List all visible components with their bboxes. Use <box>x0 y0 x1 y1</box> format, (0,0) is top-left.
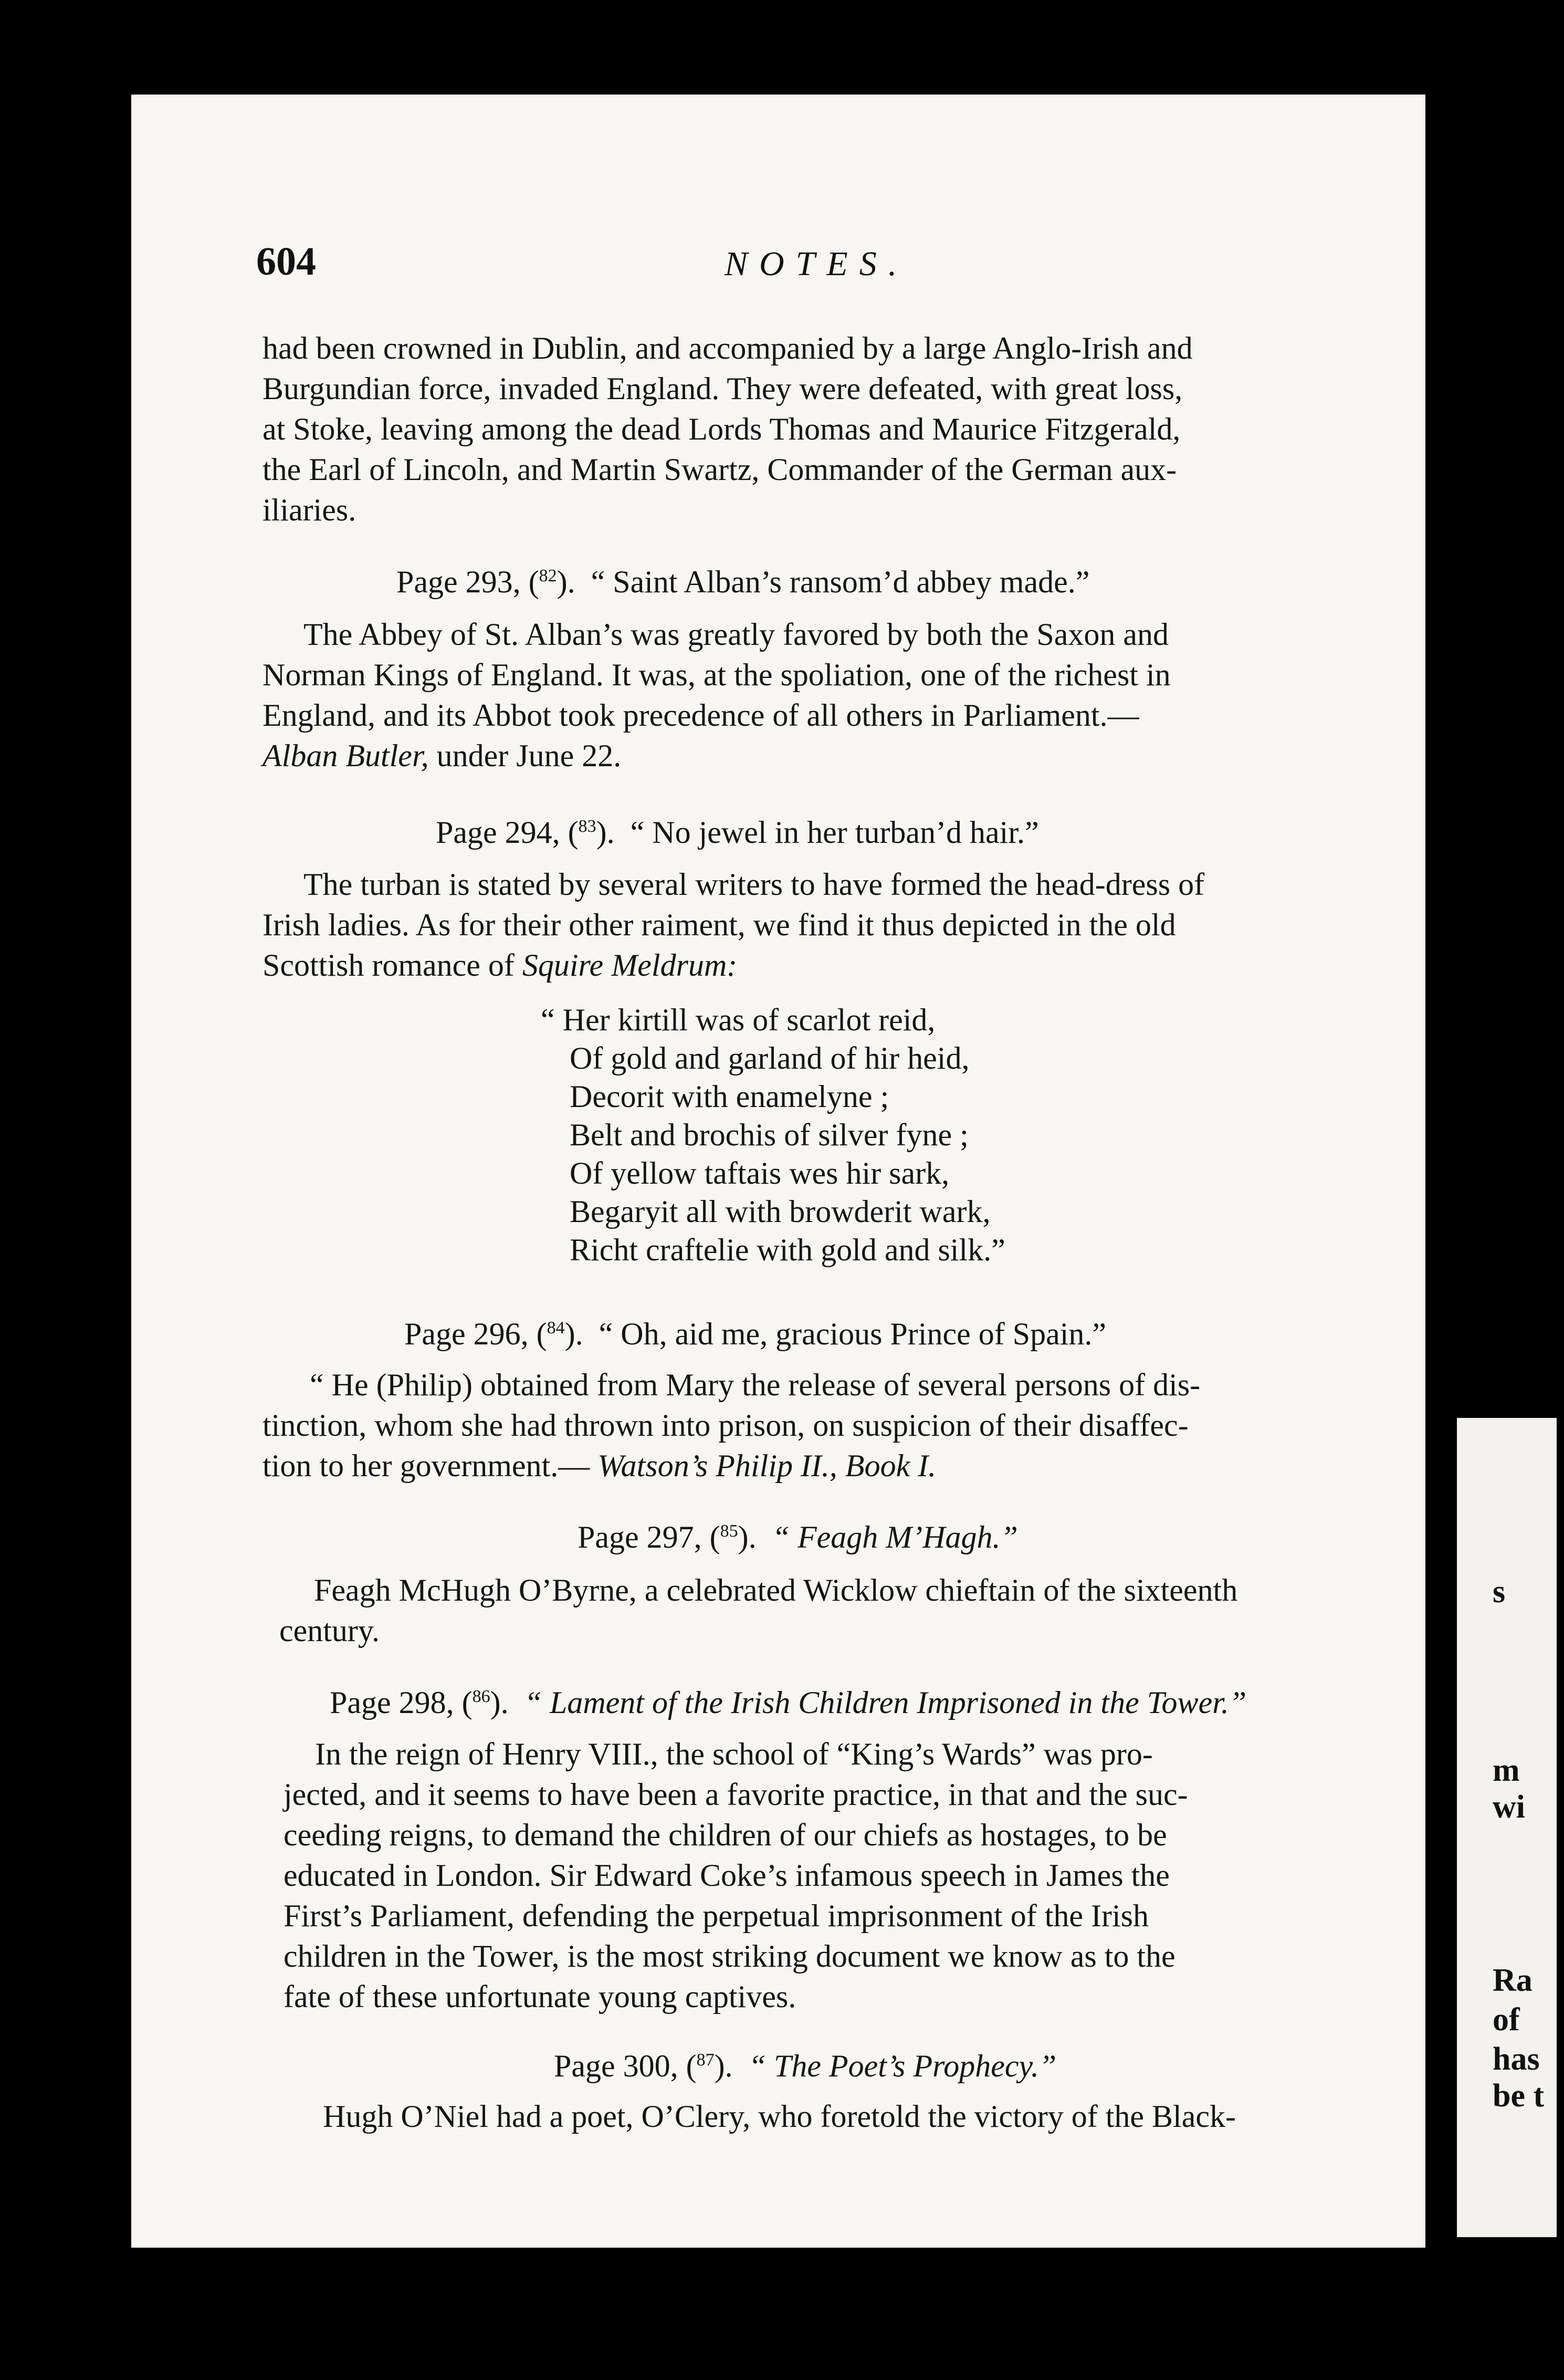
paragraph-line: fate of these unfortunate young captives. <box>284 1979 796 2014</box>
paragraph-line: at Stoke, leaving among the dead Lords Thomas and Maurice Fitzgerald, <box>263 412 1181 446</box>
paragraph-line: tinction, whom she had thrown into prison, on suspicion of their disaffec- <box>263 1408 1189 1443</box>
verse-line: Of yellow taftais wes hir sark, <box>570 1156 950 1191</box>
note-number: 85 <box>720 1521 738 1541</box>
note-number: 86 <box>472 1687 490 1706</box>
paragraph-line: Hugh O’Niel had a poet, O’Clery, who foretold the victory of the Black- <box>323 2099 1236 2134</box>
citation-line: tion to her government.— Watson’s Philip II., Book I. <box>263 1448 937 1483</box>
paragraph-line: children in the Tower, is the most striking document we know as to the <box>284 1939 1175 1974</box>
paragraph-line: ceeding reigns, to demand the children of our chiefs as hostages, to be <box>284 1818 1167 1852</box>
verse-line: Begaryit all with browderit wark, <box>570 1194 991 1229</box>
adjacent-page-edge <box>1457 1418 1557 2237</box>
running-head: NOTES. <box>725 245 909 283</box>
paragraph-line: Feagh McHugh O’Byrne, a celebrated Wicklow chieftain of the sixteenth <box>314 1573 1238 1607</box>
edge-fragment: Ra <box>1493 1963 1532 1998</box>
paragraph-line: “ He (Philip) obtained from Mary the release of several persons of dis- <box>310 1368 1201 1402</box>
paragraph-line: Irish ladies. As for their other raiment, we find it thus depicted in the old <box>263 907 1176 942</box>
note-heading: Page 294, ($^{83}$). “ No jewel in her turban’d hair.” <box>436 815 1039 850</box>
note-heading: Page 293, ($^{82}$). “ Saint Alban’s ransom’d abbey made.” <box>396 565 1090 599</box>
paragraph-line: First’s Parliament, defending the perpetual imprisonment of the Irish <box>284 1898 1149 1933</box>
note-heading: Page 297, ($^{85}$). “ Feagh M’Hagh.” <box>578 1520 1018 1554</box>
edge-fragment: m <box>1493 1752 1520 1788</box>
verse-line: Decorit with enamelyne ; <box>570 1079 889 1114</box>
paragraph-line: England, and its Abbot took precedence of all others in Parliament.— <box>263 698 1139 733</box>
edge-fragment: wi <box>1493 1789 1525 1825</box>
paragraph-line: the Earl of Lincoln, and Martin Swartz, Commander of the German aux- <box>263 452 1177 487</box>
paragraph-line: Burgundian force, invaded England. They were defeated, with great loss, <box>263 371 1183 406</box>
verse-line: Richt craftelie with gold and silk.” <box>570 1233 1005 1267</box>
verse-line: Of gold and garland of hir heid, <box>570 1041 970 1076</box>
edge-fragment: of <box>1493 2002 1520 2038</box>
note-number: 84 <box>547 1318 565 1338</box>
note-number: 82 <box>539 566 557 586</box>
edge-fragment: has <box>1493 2041 1540 2077</box>
citation-line: Alban Butler, under June 22. <box>263 738 622 773</box>
verse-line: Belt and brochis of silver fyne ; <box>570 1118 969 1152</box>
paragraph-line: In the reign of Henry VIII., the school of “King’s Wards” was pro- <box>315 1737 1153 1771</box>
paragraph-line: Scottish romance of Squire Meldrum: <box>263 948 738 983</box>
verse-line: “ Her kirtill was of scarlot reid, <box>541 1003 936 1037</box>
paragraph-line: century. <box>279 1613 380 1648</box>
edge-fragment: s <box>1493 1574 1506 1610</box>
note-number: 87 <box>696 2050 715 2070</box>
paragraph-line: iliaries. <box>263 493 356 527</box>
paragraph-line: had been crowned in Dublin, and accompanied by a large Anglo-Irish and <box>263 331 1193 366</box>
edge-fragment: be t <box>1493 2078 1545 2114</box>
paragraph-line: The Abbey of St. Alban’s was greatly favored by both the Saxon and <box>303 617 1169 652</box>
note-heading: Page 296, ($^{84}$). “ Oh, aid me, gracious Prince of Spain.” <box>404 1317 1106 1351</box>
page-number: 604 <box>256 239 316 284</box>
paragraph-line: jected, and it seems to have been a favorite practice, in that and the suc- <box>284 1777 1188 1812</box>
paragraph-line: educated in London. Sir Edward Coke’s infamous speech in James the <box>284 1858 1170 1893</box>
note-heading: Page 300, ($^{87}$). “ The Poet’s Prophecy.” <box>554 2049 1057 2083</box>
note-number: 83 <box>578 817 596 836</box>
paragraph-line: The turban is stated by several writers to have formed the head-dress of <box>303 867 1205 902</box>
paragraph-line: Norman Kings of England. It was, at the spoliation, one of the richest in <box>263 657 1171 692</box>
note-heading: Page 298, ($^{86}$). “ Lament of the Irish Children Imprisoned in the Tower.” <box>330 1685 1247 1720</box>
